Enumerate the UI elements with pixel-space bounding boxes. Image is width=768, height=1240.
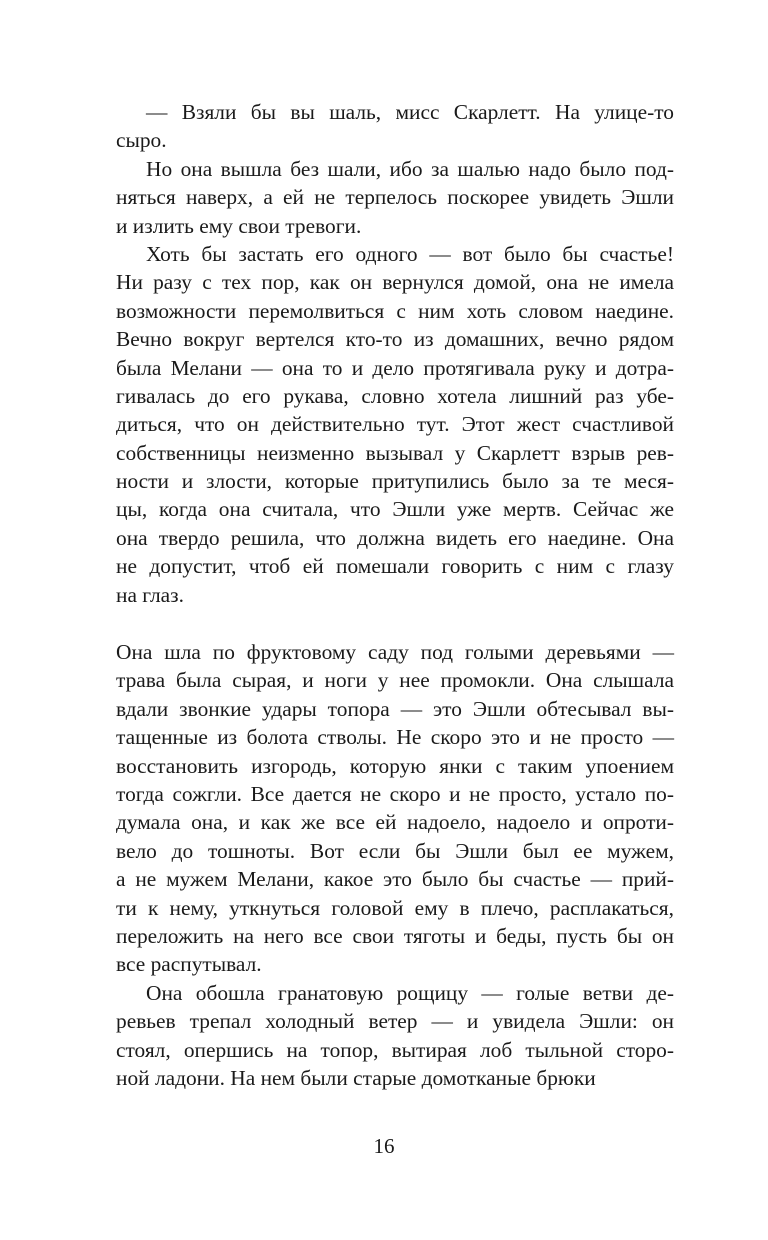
text-line: была Мелани — она то и дело протягивала руку и дотра-	[116, 355, 674, 380]
text-line: Но она вышла без шали, ибо за шалью надо было под-	[146, 156, 674, 181]
text-line: возможности перемолвиться с ним хоть словом наедине.	[116, 298, 674, 323]
text-line: Ни разу с тех пор, как он вернулся домой, она не имела	[116, 270, 674, 295]
section-break	[116, 609, 674, 638]
text-line: все распутывал.	[116, 952, 262, 977]
text-line: — Взяли бы вы шаль, мисс Скарлетт. На улице-то	[146, 100, 674, 124]
text-line: Хоть бы застать его одного — вот было бы счастье!	[146, 241, 674, 266]
text-line: восстановить изгородь, которую янки с таким упоением	[116, 753, 674, 778]
text-line: ности и злости, которые притупились было за те меся-	[116, 469, 674, 494]
text-line: собственницы неизменно вызывал у Скарлетт взрыв рев-	[116, 440, 674, 465]
text-line: тащенные из болота стволы. Не скоро это и не просто —	[116, 725, 674, 750]
paragraph	[116, 979, 674, 1093]
text-line: диться, что он действительно тут. Этот жест счастливой	[116, 412, 674, 437]
text-line: Вечно вокруг вертелся кто-то из домашних, вечно рядом	[116, 327, 674, 352]
paragraph	[116, 240, 674, 609]
text-line: на глаз.	[116, 582, 184, 607]
text-line: ревьев трепал холодный ветер — и увидела Эшли: он	[116, 1009, 674, 1034]
text-line: переложить на него все свои тяготы и беды, пусть бы он	[116, 923, 674, 948]
text-line: и излить ему свои тревоги.	[116, 213, 362, 238]
paragraph	[116, 155, 674, 240]
text-line: она твердо решила, что должна видеть его наедине. Она	[116, 525, 674, 550]
text-line: цы, когда она считала, что Эшли уже мертв. Сейчас же	[116, 497, 674, 522]
page-number: 16	[373, 1134, 395, 1158]
text-line: а не мужем Мелани, какое это было бы счастье — прий-	[116, 867, 674, 892]
paragraph	[116, 98, 674, 155]
text-line: думала она, и как же все ей надоело, надоело и опроти-	[116, 810, 674, 835]
text-line: не допустит, чтоб ей помешали говорить с ним с глазу	[116, 554, 674, 579]
text-line: Она шла по фруктовому саду под голыми деревьями —	[116, 640, 674, 665]
text-line: Она обошла гранатовую рощицу — голые ветви де-	[146, 980, 674, 1005]
text-line: стоял, опершись на топор, вытирая лоб тыльной сторо-	[116, 1037, 674, 1062]
page-body-text	[116, 98, 674, 1092]
text-line: вдали звонкие удары топора — это Эшли обтесывал вы-	[116, 696, 674, 721]
text-line: тогда сожгли. Все дается не скоро и не просто, устало по-	[116, 781, 674, 806]
text-line: трава была сырая, и ноги у нее промокли. Она слышала	[116, 668, 674, 693]
text-line: ной ладони. На нем были старые домотканые брюки	[116, 1065, 596, 1090]
text-line: няться наверх, а ей не терпелось поскорее увидеть Эшли	[116, 185, 674, 210]
text-line: ти к нему, уткнуться головой ему в плечо, расплакаться,	[116, 895, 674, 920]
text-line: вело до тошноты. Вот если бы Эшли был ее мужем,	[116, 838, 674, 863]
paragraph	[116, 638, 674, 979]
text-line: сыро.	[116, 128, 167, 153]
text-line: гивалась до его рукава, словно хотела лишний раз убе-	[116, 383, 674, 408]
